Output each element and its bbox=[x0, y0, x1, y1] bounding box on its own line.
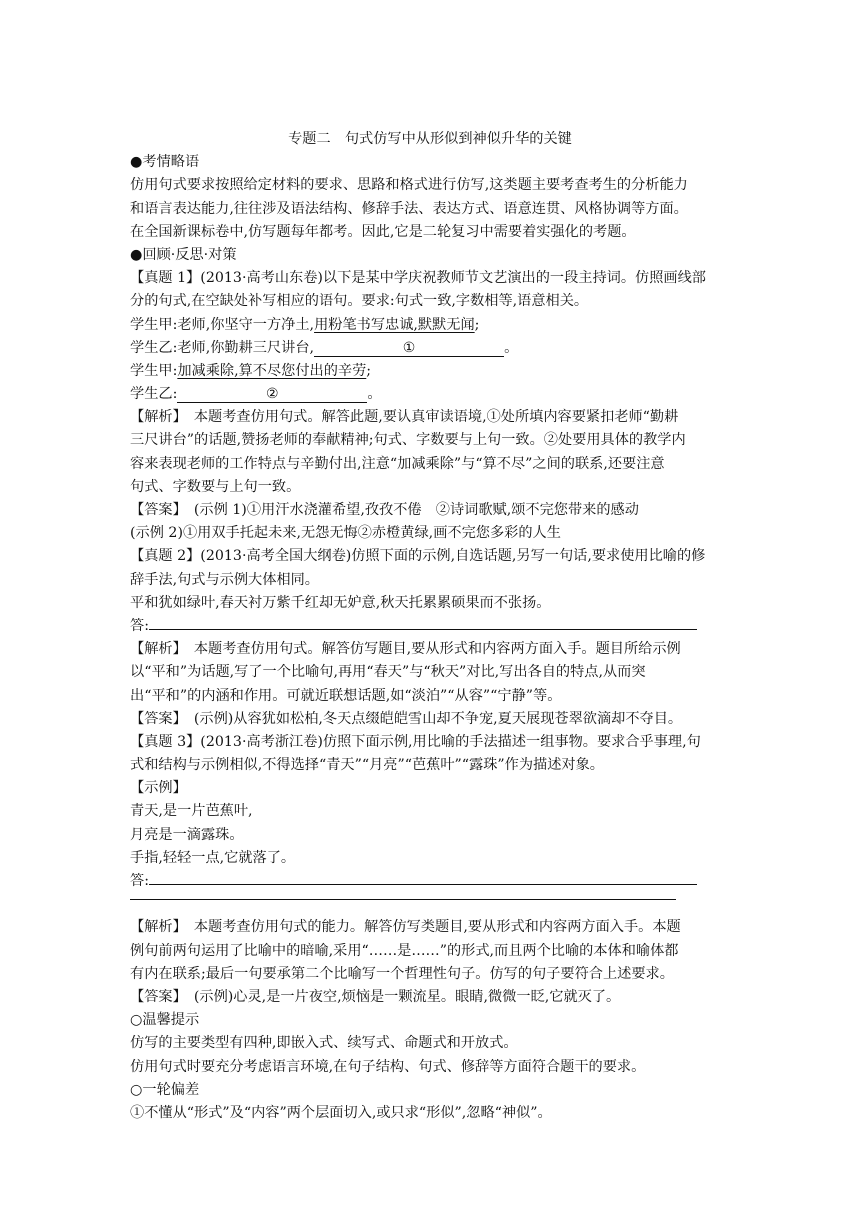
q3-answer-label: 【答案】 bbox=[130, 988, 180, 1005]
exam-info-line-2: 和语言表达能力,往往涉及语法结构、修辞手法、表达方式、语意连贯、风格协调等方面。 bbox=[130, 200, 688, 217]
q1-stem-1: (2013·高考山东卷)以下是某中学庆祝教师节文艺演出的一段主持词。仿照画线部 bbox=[200, 270, 706, 287]
exam-info-line-1: 仿用句式要求按照给定材料的要求、思路和格式进行仿写,这类题主要考查考生的分析能力 bbox=[130, 177, 688, 194]
q2-answer-1: (示例)从容犹如松柏,冬天点缀皑皑雪山却不争宠,夏天展现苍翠欲滴却不夺目。 bbox=[179, 710, 683, 727]
q1-student-a-line bbox=[130, 314, 730, 337]
q1-a-underlined: 用粉笔书写忠诚,默默无闻 bbox=[314, 316, 475, 333]
q1-analysis-line-1 bbox=[130, 406, 730, 429]
q3-example-1: 青天,是一片芭蕉叶, bbox=[130, 803, 253, 820]
q3-example-label: 【示例】 bbox=[130, 780, 187, 797]
page-title: 专题二 句式仿写中从形似到神似升华的关键 bbox=[288, 131, 572, 147]
q1-stem-line-1 bbox=[130, 267, 730, 290]
q1-d-prefix: 学生乙: bbox=[130, 386, 178, 403]
q1-analysis-label: 【解析】 bbox=[130, 409, 180, 426]
q2-answer-label: 【答案】 bbox=[130, 710, 180, 727]
q1-answer-line-1 bbox=[130, 499, 730, 522]
review-heading: ●回顾·反思·对策 bbox=[130, 246, 237, 263]
q1-answer-line-2: (示例 2)①用双手托起未来,无怨无悔②赤橙黄绿,画不完您多彩的人生 bbox=[130, 525, 561, 542]
q2-answer-field[interactable] bbox=[149, 615, 697, 630]
document-page bbox=[130, 128, 730, 1125]
q2-answer-prompt-line bbox=[130, 615, 730, 638]
q1-a-prefix: 学生甲:老师,你坚守一方净土, bbox=[130, 316, 315, 333]
q3-answer-line bbox=[130, 986, 730, 1009]
q1-d-suffix: 。 bbox=[367, 386, 382, 403]
q2-analysis-line-1 bbox=[130, 638, 730, 661]
q3-answer-prompt: 答: bbox=[130, 873, 149, 889]
tips-line-2: 仿用句式时要充分考虑语言环境,在句子结构、句式、修辞等方面符合题干的要求。 bbox=[130, 1058, 646, 1075]
q3-example-2: 月亮是一滴露珠。 bbox=[130, 826, 244, 843]
q3-stem-1: (2013·高考浙江卷)仿照下面示例,用比喻的手法描述一组事物。要求合乎事理,句 bbox=[200, 733, 701, 750]
q1-answer-1: (示例 1)①用汗水浇灌希望,孜孜不倦 ②诗词歌赋,颂不完您带来的感动 bbox=[179, 502, 639, 518]
q3-answer-1: (示例)心灵,是一片夜空,烦恼是一颗流星。眼睛,微微一眨,它就灭了。 bbox=[179, 988, 621, 1005]
q3-analysis-line-1 bbox=[130, 916, 730, 939]
q2-stem-line-1 bbox=[130, 545, 730, 568]
q3-answer-prompt-line bbox=[130, 870, 730, 893]
q2-answer-line bbox=[130, 708, 730, 731]
q1-stem-line-2: 分的句式,在空缺处补写相应的语句。要求:句式一致,字数相等,语意相关。 bbox=[130, 293, 589, 310]
q1-answer-label: 【答案】 bbox=[130, 502, 180, 518]
q1-b-prefix: 学生乙:老师,你勤耕三尺讲台, bbox=[130, 339, 315, 356]
q1-a-suffix: ; bbox=[474, 316, 480, 333]
q2-stem-line-2: 辞手法,句式与示例大体相同。 bbox=[130, 571, 319, 588]
q2-label: 【真题 2】 bbox=[130, 548, 201, 565]
bias-line-1: ①不懂从“形式”及“内容”两个层面切入,或只求“形似”,忽略“神似”。 bbox=[130, 1104, 552, 1121]
q1-analysis-line-4: 句式、字数要与上句一致。 bbox=[130, 478, 301, 495]
q1-student-d-line bbox=[130, 383, 730, 406]
q1-blank-2[interactable]: ② bbox=[177, 386, 367, 403]
q3-label: 【真题 3】 bbox=[130, 733, 201, 750]
tips-heading: ○温馨提示 bbox=[130, 1012, 200, 1029]
q1-c-underlined: 加减乘除,算不尽您付出的辛劳 bbox=[177, 362, 367, 379]
q1-blank-1[interactable]: ① bbox=[314, 340, 504, 357]
q2-analysis-line-3: 出“平和”的内涵和作用。可就近联想话题,如“淡泊”“从容”“宁静”等。 bbox=[130, 687, 562, 704]
q1-analysis-line-2: 三尺讲台”的话题,赞扬老师的奉献精神;句式、字数要与上句一致。②处要用具体的教学内 bbox=[130, 432, 686, 449]
q2-analysis-label: 【解析】 bbox=[130, 641, 180, 658]
q2-answer-prompt: 答: bbox=[130, 617, 149, 634]
exam-info-line-3: 在全国新课标卷中,仿写题每年都考。因此,它是二轮复习中需要着实强化的考题。 bbox=[130, 223, 636, 240]
q3-stem-line-2: 式和结构与示例相似,不得选择“青天”“月亮”“芭蕉叶”“露珠”作为描述对象。 bbox=[130, 757, 604, 774]
q1-student-b-line bbox=[130, 337, 730, 360]
q2-stem-1: (2013·高考全国大纲卷)仿照下面的示例,自选话题,另写一句话,要求使用比喻的修 bbox=[200, 548, 706, 565]
q1-label: 【真题 1】 bbox=[130, 270, 201, 287]
q3-stem-line-1 bbox=[130, 731, 730, 754]
tips-line-1: 仿写的主要类型有四种,即嵌入式、续写式、命题式和开放式。 bbox=[130, 1035, 518, 1052]
q2-example: 平和犹如绿叶,春天衬万紫千红却无妒意,秋天托累累硕果而不张扬。 bbox=[130, 594, 551, 611]
q1-analysis-1: 本题考查仿用句式。解答此题,要认真审读语境,①处所填内容要紧扣老师“勤耕 bbox=[179, 409, 679, 426]
q3-example-3: 手指,轻轻一点,它就落了。 bbox=[130, 849, 296, 866]
q1-b-suffix: 。 bbox=[504, 339, 519, 356]
q2-analysis-1: 本题考查仿用句式。解答仿写题目,要从形式和内容两方面入手。题目所给示例 bbox=[179, 641, 681, 658]
q1-c-suffix: ; bbox=[366, 362, 372, 379]
q3-answer-field[interactable] bbox=[149, 870, 697, 885]
q3-analysis-line-3: 有内在联系;最后一句要承第二个比喻写一个哲理性句子。仿写的句子要符合上述要求。 bbox=[130, 965, 674, 982]
exam-info-heading: ●考情略语 bbox=[130, 154, 200, 171]
q1-analysis-line-3: 容来表现老师的工作特点与辛勤付出,注意“加减乘除”与“算不尽”之间的联系,还要注意 bbox=[130, 455, 665, 472]
q1-c-prefix: 学生甲: bbox=[130, 362, 178, 379]
q3-analysis-1: 本题考查仿用句式的能力。解答仿写类题目,要从形式和内容两方面入手。本题 bbox=[179, 919, 681, 936]
q3-answer-field-2[interactable] bbox=[130, 893, 730, 916]
bias-heading: ○一轮偏差 bbox=[130, 1081, 200, 1098]
q3-analysis-line-2: 例句前两句运用了比喻中的暗喻,采用“……是……”的形式,而且两个比喻的本体和喻体都 bbox=[130, 942, 679, 959]
q2-analysis-line-2: 以“平和”为话题,写了一个比喻句,再用“春天”与“秋天”对比,写出各自的特点,从而突 bbox=[130, 664, 646, 681]
q3-analysis-label: 【解析】 bbox=[130, 919, 180, 936]
q1-student-c-line bbox=[130, 360, 730, 383]
